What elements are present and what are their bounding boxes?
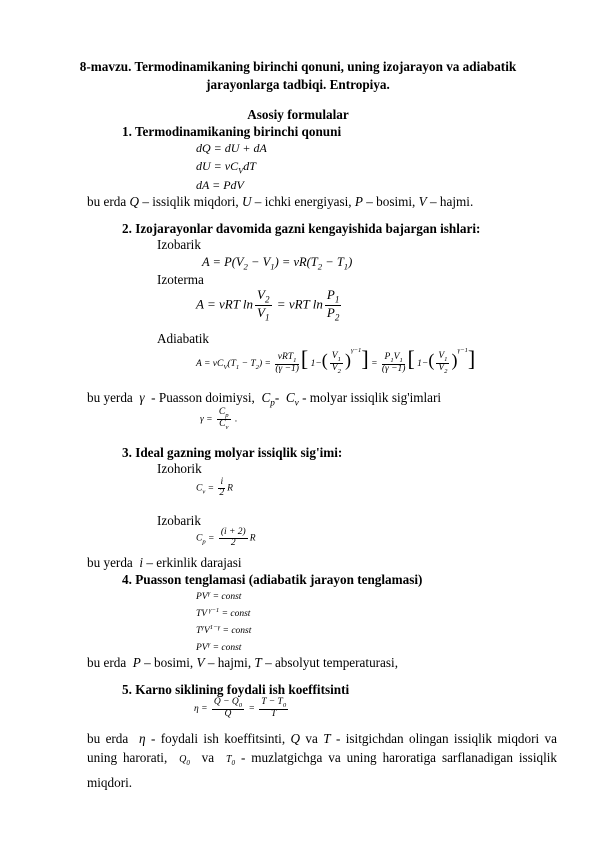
section-3-note: bu yerda i – erkinlik darajasi <box>87 555 242 570</box>
section-2-heading: 2. Izojarayonlar davomida gazni kengayishida bajargan ishlari: <box>122 221 481 236</box>
formula-du: dU = $\nu C_VdT$ <box>196 159 256 176</box>
formula-adiabatik-work: $A = \nu C_V(T_1 - T_2)$ = $\frac{\nu RT_1}{(\gamma -1)}$ [ 1−( $\frac{V_1}{V_2}$ )$^{\gamma-1}$] = $\frac{P_1V_1}{(\gamma -1)}$ [ 1−( $\frac{V_1}{V_2}$ )$^{\gamma-1}$] <box>196 346 476 376</box>
label-izobarik: Izobarik <box>157 237 201 252</box>
formula-dq: dQ = dU + dA <box>196 141 267 155</box>
title-line-1: 8-mavzu. Termodinamikaning birinchi qonuni, uning izojarayon va adiabatik <box>79 59 517 74</box>
section-1-heading: 1. Termodinamikaning birinchi qonuni <box>122 124 342 139</box>
formula-gamma: γ = $\frac{C_p}{C_v}$ . <box>200 407 238 431</box>
section-1-note: bu erda Q – issiqlik miqdori, U – ichki energiyasi, P – bosimi, V – hajmi. <box>87 194 474 209</box>
section-5-note: bu erda η - foydali ish koeffitsinti, Q va T - isitgichdan olingan issiqlik miqdori va uning harorati, $Q_0$ va $T_0$ - muzlatgichga va uning haroratiga sarflanadigan issiqlik miqdori. <box>87 731 557 790</box>
section-5-heading: 5. Karno siklining foydali ish koeffitsinti <box>122 682 350 697</box>
formula-poisson-2: TV $^{\gamma-1}$ = const <box>196 607 251 620</box>
label-adiabatik: Adiabatik <box>157 331 210 346</box>
section-2-note: bu yerda γ - Puasson doimiysi, $C_p-$ $C_v$ - molyar issiqlik sig'imlari <box>87 390 442 408</box>
label-izohorik: Izohorik <box>157 461 202 476</box>
formula-poisson-4: $PV^\gamma$ = const <box>196 641 242 654</box>
label-izoterma: Izoterma <box>157 272 204 287</box>
formula-cp: $C_p$ = $\frac{(i + 2)}{2}$ R <box>196 527 256 548</box>
formula-cv: $C_v$ = $\frac{i}{2}$ R <box>196 477 233 498</box>
formula-poisson-3: $T^\gamma V^{1-\gamma}$ = const <box>196 624 252 637</box>
section-4-heading: 4. Puasson tenglamasi (adiabatik jarayon tenglamasi) <box>122 572 423 587</box>
formula-carnot-efficiency: η = $\frac{Q - Q_0}{Q}$ = $\frac{T - T_0}{T}$ <box>194 697 287 719</box>
section-4-note: bu erda P – bosimi, V – hajmi, T – absolyut temperaturasi, <box>87 655 398 670</box>
title-line-2: jarayonlarga tadbiqi. Entropiya. <box>206 77 390 92</box>
formula-izoterma-work: A = νRT ln $\frac{V_2}{V_1}$ = νRT ln $\frac{P_1}{P_2}$ <box>196 287 340 323</box>
label-izobarik-2: Izobarik <box>157 513 201 528</box>
subtitle: Asosiy formulalar <box>247 107 349 122</box>
formula-da: dA = PdV <box>196 178 244 192</box>
formula-poisson-1: $PV^\gamma$ = const <box>196 590 242 603</box>
formula-izobarik-work: $A = P(V_2 - V_1) = \nu R(T_2 - T_1)$ <box>202 255 353 272</box>
section-3-heading: 3. Ideal gazning molyar issiqlik sig'imi: <box>122 445 343 460</box>
